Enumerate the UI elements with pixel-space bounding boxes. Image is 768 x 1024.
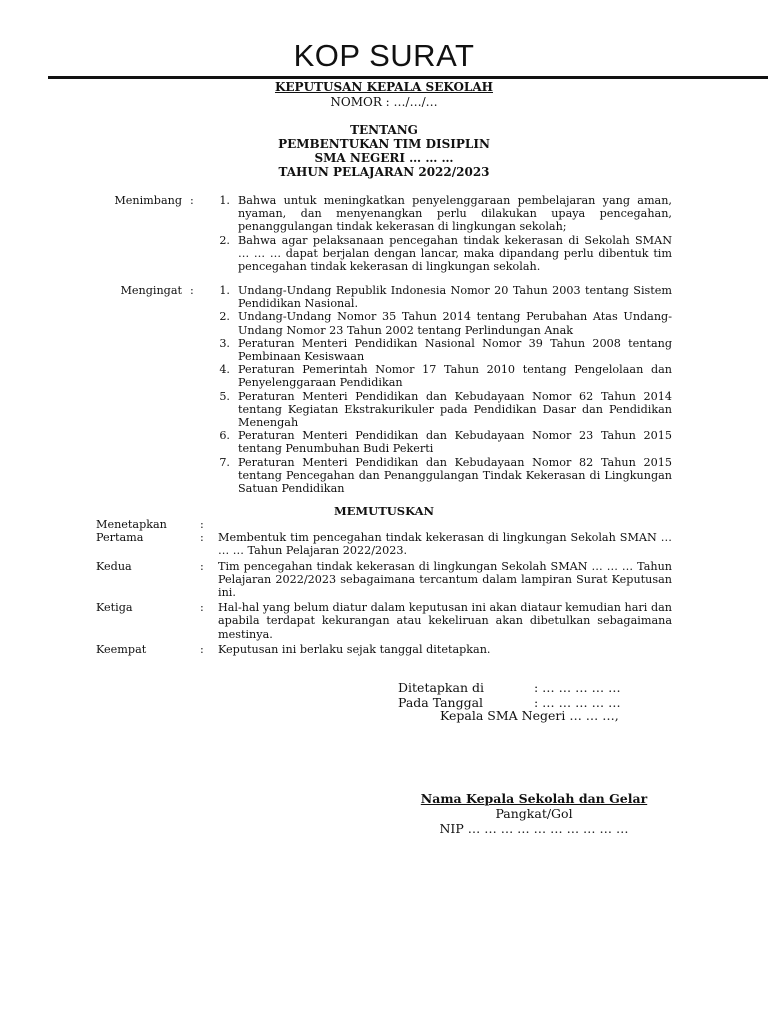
decision-row-menetapkan [96, 518, 672, 531]
decision-label: Ketiga [96, 601, 133, 615]
tanggal-value: : … … … … … [534, 695, 621, 710]
item-number: 6. [219, 429, 230, 443]
subject-line-2: SMA NEGERI … … … [314, 151, 454, 165]
menimbang-section [96, 194, 672, 273]
mengingat-row-5 [96, 390, 672, 430]
colon: : [200, 559, 204, 573]
letterhead: KOP SURAT [293, 38, 475, 73]
document-title: KEPUTUSAN KEPALA SEKOLAH [274, 80, 493, 94]
mengingat-item: Peraturan Menteri Pendidikan dan Kebudayaan Nomor 62 Tahun 2014 tentang Kegiatan Ekstrakurikuler pada Pendidikan Dasar dan Pendidikan Menengah [238, 389, 672, 430]
signatory-nip: NIP … … … … … … … … … … [439, 821, 629, 836]
mengingat-item: Peraturan Pemerintah Nomor 17 Tahun 2010 tentang Pengelolaan dan Penyelenggaraan Pendidikan [238, 363, 672, 390]
colon: : [190, 284, 194, 297]
mengingat-item: Undang-Undang Nomor 35 Tahun 2014 tentang Perubahan Atas Undang-Undang Nomor 23 Tahun 2002 tentang Perlindungan Anak [238, 310, 672, 337]
decision-label: Kedua [96, 559, 132, 573]
colon: : [200, 518, 204, 531]
subject-line-3: TAHUN PELAJARAN 2022/2023 [278, 165, 490, 179]
letterhead-rule [48, 76, 768, 79]
mengingat-row-1 [96, 284, 672, 310]
mengingat-item: Peraturan Menteri Pendidikan dan Kebudayaan Nomor 23 Tahun 2015 tentang Penumbuhan Budi Pekerti [238, 429, 672, 456]
decision-row-pertama [96, 531, 672, 557]
decision-row-keempat [96, 643, 672, 656]
kepala-title: Kepala SMA Negeri … … …, [440, 708, 619, 723]
decision-text: Keputusan ini berlaku sejak tanggal ditetapkan. [218, 642, 491, 656]
decision-text: Hal-hal yang belum diatur dalam keputusan ini akan diataur kemudian hari dan apabila terdapat kekurangan atau kekeliruan akan dibetulkan sebagaimana mestinya. [218, 601, 672, 641]
menimbang-row-2 [96, 234, 672, 274]
ditetapkan-label: Ditetapkan di [398, 680, 484, 695]
memutuskan-heading: MEMUTUSKAN [333, 504, 435, 518]
mengingat-row-6 [96, 429, 672, 455]
colon: : [200, 531, 204, 545]
ditetapkan-row [398, 680, 621, 695]
mengingat-label: Mengingat [120, 284, 182, 297]
menimbang-item: Bahwa agar pelaksanaan pencegahan tindak kekerasan di Sekolah SMAN … … … dapat berjalan dengan lancar, maka dipandang perlu dibentuk tim pencegahan tindak kekerasan di lingkungan sekolah. [238, 233, 672, 274]
menimbang-row-1 [96, 194, 672, 234]
tanggal-label: Pada Tanggal [398, 695, 484, 710]
decision-text [218, 518, 672, 531]
decision-label: Keempat [96, 642, 147, 656]
signature-place-date [398, 680, 621, 710]
ditetapkan-value: : … … … … … [534, 680, 621, 695]
colon: : [200, 642, 204, 656]
mengingat-item: Undang-Undang Republik Indonesia Nomor 20 Tahun 2003 tentang Sistem Pendidikan Nasional. [238, 284, 672, 311]
decision-label: Pertama [96, 531, 144, 545]
mengingat-row-3 [96, 337, 672, 363]
menimbang-item: Bahwa untuk meningkatkan penyelenggaraan pembelajaran yang aman, nyaman, dan menyenangkan perlu dilakukan upaya pencegahan, penanggulangan tindak kekerasan di lingkungan sekolah; [238, 194, 672, 234]
mengingat-row-2 [96, 310, 672, 336]
decisions-section [96, 518, 672, 656]
item-number: 7. [219, 455, 230, 469]
item-number: 1. [219, 284, 230, 297]
item-number: 1. [219, 194, 230, 207]
signatory-name: Nama Kepala Sekolah dan Gelar [420, 791, 648, 806]
mengingat-row-4 [96, 363, 672, 389]
subject-line-1: PEMBENTUKAN TIM DISIPLIN [278, 137, 490, 151]
mengingat-item: Peraturan Menteri Pendidikan Nasional Nomor 39 Tahun 2008 tentang Pembinaan Kesiswaan [238, 336, 672, 364]
tentang-heading: TENTANG [350, 123, 418, 137]
decision-text: Membentuk tim pencegahan tindak kekerasan di lingkungan Sekolah SMAN … … … Tahun Pelajaran 2022/2023. [218, 531, 672, 558]
decision-row-kedua [96, 560, 672, 600]
signatory-rank: Pangkat/Gol [495, 806, 573, 821]
mengingat-row-7 [96, 456, 672, 496]
item-number: 2. [219, 310, 230, 324]
mengingat-item: Peraturan Menteri Pendidikan dan Kebudayaan Nomor 82 Tahun 2015 tentang Pencegahan dan Penanggulangan Tindak Kekerasan di Lingkungan Satuan Pendidikan [238, 455, 672, 496]
colon: : [190, 194, 194, 207]
decision-row-ketiga [96, 601, 672, 641]
decision-label: Menetapkan [96, 518, 167, 531]
item-number: 3. [219, 336, 230, 350]
mengingat-section [96, 284, 672, 495]
decision-text: Tim pencegahan tindak kekerasan di lingkungan Sekolah SMAN … … … Tahun Pelajaran 2022/2023 sebagaimana tercantum dalam lampiran Surat Keputusan ini. [218, 559, 672, 600]
document-number: NOMOR : …/…/… [330, 95, 438, 109]
item-number: 4. [219, 363, 230, 377]
colon: : [200, 601, 204, 615]
menimbang-label: Menimbang [114, 194, 182, 207]
item-number: 2. [219, 233, 230, 247]
item-number: 5. [219, 389, 230, 403]
